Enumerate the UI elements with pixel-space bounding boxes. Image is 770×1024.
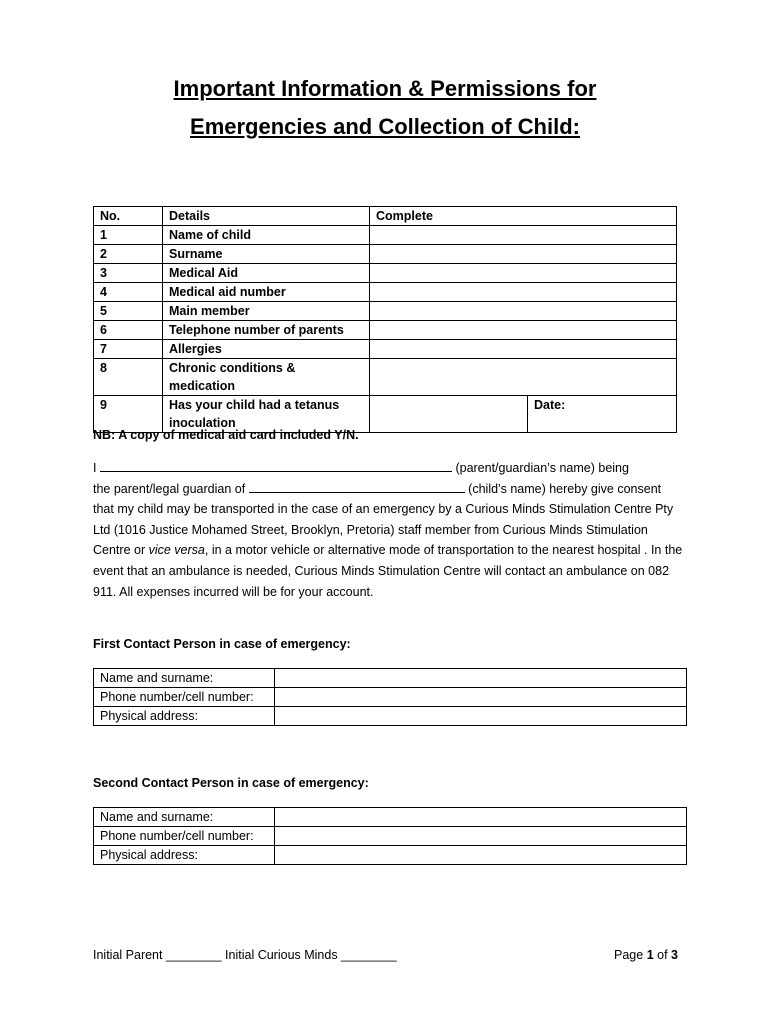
address-label: Physical address: bbox=[94, 707, 275, 726]
complete-field-telephone[interactable] bbox=[370, 321, 677, 340]
title-line-2: Emergencies and Collection of Child bbox=[190, 114, 573, 139]
address-label: Physical address: bbox=[94, 846, 275, 865]
initials-footer: Initial Parent ________ Initial Curious Minds ________ bbox=[93, 948, 397, 962]
row-detail: Medical Aid bbox=[163, 264, 370, 283]
complete-field-name[interactable] bbox=[370, 226, 677, 245]
name-label: Name and surname: bbox=[94, 808, 275, 827]
first-contact-address-field[interactable] bbox=[275, 707, 687, 726]
table-row bbox=[94, 396, 677, 433]
row-number: 8 bbox=[94, 359, 163, 396]
header-details: Details bbox=[163, 207, 370, 226]
row-detail: Medical aid number bbox=[163, 283, 370, 302]
title-colon: : bbox=[572, 114, 580, 139]
page-total: 3 bbox=[671, 948, 678, 962]
table-row bbox=[94, 302, 677, 321]
header-no: No. bbox=[94, 207, 163, 226]
table-row bbox=[94, 340, 677, 359]
complete-field-medical-aid[interactable] bbox=[370, 264, 677, 283]
consent-body-2: , in a motor vehicle or alternative mode of transportation to the nearest hospital . In the event that an ambulance is needed, Curious Minds Stimulation Centre will contact an ambulance on 082 911. All expenses incurred will be for your account. bbox=[93, 543, 683, 599]
complete-field-chronic[interactable] bbox=[370, 359, 677, 396]
complete-field-medical-aid-number[interactable] bbox=[370, 283, 677, 302]
table-row bbox=[94, 359, 677, 396]
phone-label: Phone number/cell number: bbox=[94, 827, 275, 846]
first-contact-name-field[interactable] bbox=[275, 669, 687, 688]
table-row bbox=[94, 245, 677, 264]
first-contact-phone-field[interactable] bbox=[275, 688, 687, 707]
complete-field-surname[interactable] bbox=[370, 245, 677, 264]
page-of: of bbox=[657, 948, 668, 962]
consent-guardian-of: the parent/legal guardian of bbox=[93, 481, 246, 496]
table-row bbox=[94, 707, 687, 726]
complete-field-main-member[interactable] bbox=[370, 302, 677, 321]
parent-name-blank[interactable] bbox=[100, 458, 452, 472]
row-number: 9 bbox=[94, 396, 163, 433]
table-row bbox=[94, 321, 677, 340]
row-detail: Has your child had a tetanus inoculation bbox=[163, 396, 370, 433]
table-row bbox=[94, 669, 687, 688]
row-number: 6 bbox=[94, 321, 163, 340]
header-complete: Complete bbox=[370, 207, 677, 226]
first-contact-table bbox=[93, 668, 687, 726]
child-name-blank[interactable] bbox=[249, 479, 465, 493]
row-detail: Name of child bbox=[163, 226, 370, 245]
table-row bbox=[94, 846, 687, 865]
table-row bbox=[94, 264, 677, 283]
date-field[interactable] bbox=[528, 396, 677, 433]
name-label: Name and surname: bbox=[94, 669, 275, 688]
row-number: 4 bbox=[94, 283, 163, 302]
row-detail: Chronic conditions & medication bbox=[163, 359, 370, 396]
consent-start: I bbox=[93, 461, 97, 475]
details-header-row bbox=[94, 207, 677, 226]
date-label: Date: bbox=[534, 398, 566, 412]
consent-after-child: (child’s name) hereby give bbox=[468, 481, 614, 496]
page-title bbox=[0, 70, 770, 146]
title-line-1: Important Information & Permissions for bbox=[173, 76, 597, 101]
row-detail: Allergies bbox=[163, 340, 370, 359]
consent-after-name: (parent/guardian’s name) being bbox=[455, 461, 629, 475]
row-number: 1 bbox=[94, 226, 163, 245]
details-table bbox=[93, 206, 677, 433]
second-contact-phone-field[interactable] bbox=[275, 827, 687, 846]
page-number bbox=[614, 948, 678, 962]
phone-label: Phone number/cell number: bbox=[94, 688, 275, 707]
table-row bbox=[94, 688, 687, 707]
row-detail: Telephone number of parents bbox=[163, 321, 370, 340]
table-row bbox=[94, 808, 687, 827]
table-row bbox=[94, 827, 687, 846]
table-row bbox=[94, 226, 677, 245]
second-contact-heading: Second Contact Person in case of emergency: bbox=[93, 776, 369, 790]
second-contact-table bbox=[93, 807, 687, 865]
second-contact-name-field[interactable] bbox=[275, 808, 687, 827]
row-detail: Surname bbox=[163, 245, 370, 264]
complete-field-allergies[interactable] bbox=[370, 340, 677, 359]
row-number: 2 bbox=[94, 245, 163, 264]
row-detail: Main member bbox=[163, 302, 370, 321]
row-number: 3 bbox=[94, 264, 163, 283]
consent-body-1: consent that my child may be transported in the case of an emergency by a Curious Minds Stimulation Centre Pty Ltd (1016 Justice Mohamed Street, Brooklyn, Pretoria) staff member from Curious Minds Stimulation Centre or bbox=[93, 481, 674, 558]
page-current: 1 bbox=[646, 948, 654, 962]
complete-field-tetanus[interactable] bbox=[370, 396, 528, 433]
second-contact-address-field[interactable] bbox=[275, 846, 687, 865]
consent-paragraph bbox=[93, 458, 685, 602]
page-prefix: Page bbox=[614, 948, 644, 962]
medical-aid-note: NB: A copy of medical aid card included Y/N. bbox=[93, 428, 359, 442]
first-contact-heading: First Contact Person in case of emergency: bbox=[93, 637, 351, 651]
consent-vice-versa: vice versa bbox=[148, 543, 205, 558]
table-row bbox=[94, 283, 677, 302]
row-number: 5 bbox=[94, 302, 163, 321]
row-number: 7 bbox=[94, 340, 163, 359]
